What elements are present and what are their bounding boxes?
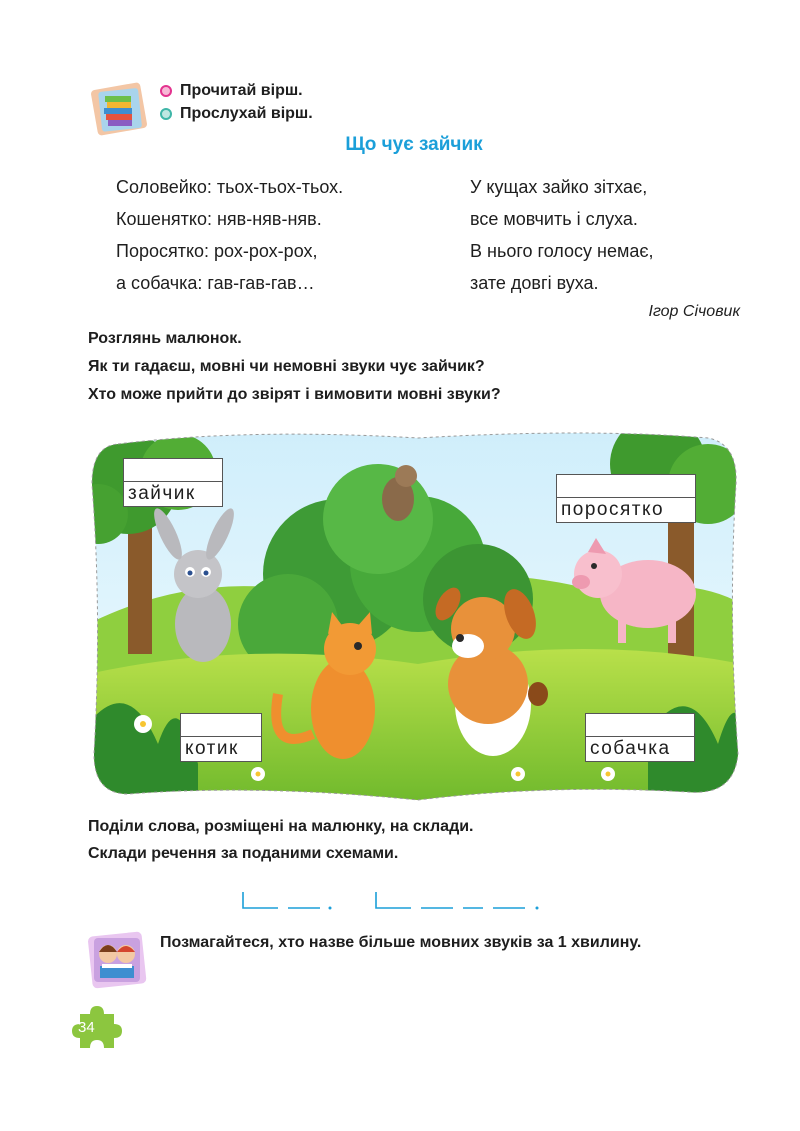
word-card-pig (556, 474, 696, 523)
word-card-rabbit (123, 458, 223, 507)
sentence-scheme-1 (240, 888, 350, 914)
poem-line: а собачка: гав-гав-гав… (116, 273, 315, 293)
poem-line: зате довгі вуха. (470, 273, 599, 293)
syllable-blank (586, 714, 694, 737)
poem-line: Соловейко: тьох-тьох-тьох. (116, 177, 344, 197)
word-card-dog (585, 713, 695, 762)
pink-bullet-icon (160, 85, 172, 97)
books-icon (88, 80, 150, 138)
word-card-cat (180, 713, 262, 762)
word-label-dog: собачка (590, 738, 671, 759)
instruction-read-text: Прочитай вірш. (180, 82, 303, 99)
word-label-rabbit: зайчик (128, 483, 196, 504)
question-who: Хто може прийти до звірят і вимовити мовні звуки? (88, 386, 501, 403)
poem-line: У кущах зайко зітхає, (470, 177, 648, 197)
word-label-pig: поросятко (561, 499, 665, 520)
poem-line: Кошенятко: няв-няв-няв. (116, 209, 322, 229)
teal-bullet-icon (160, 108, 172, 120)
word-label-cat: котик (185, 738, 239, 759)
instruction-listen (160, 105, 313, 123)
instruction-listen-text: Прослухай вірш. (180, 105, 313, 122)
poem-line: все мовчить і слуха. (470, 209, 638, 229)
instruction-read (160, 82, 303, 100)
reading-kids-icon (86, 928, 148, 990)
syllable-blank (557, 475, 695, 498)
question-sounds: Як ти гадаєш, мовні чи немовні звуки чує зайчик? (88, 358, 485, 375)
animals-illustration (88, 424, 742, 804)
poem-left-stanza (116, 171, 343, 299)
sentence-scheme-2 (373, 888, 553, 914)
task-sentences: Склади речення за поданими схемами. (88, 845, 399, 862)
syllable-blank (124, 459, 222, 482)
poem-line: В нього голосу немає, (470, 241, 654, 261)
game-task: Позмагайтеся, хто назве більше мовних звуків за 1 хвилину. (160, 934, 642, 951)
poem-title: Що чує зайчик (345, 134, 483, 155)
poem-right-stanza (470, 171, 654, 299)
page-number: 34 (78, 1019, 95, 1036)
poem-line: Поросятко: рох-рох-рох, (116, 241, 318, 261)
poem-author: Ігор Січовик (648, 303, 740, 320)
syllable-blank (181, 714, 261, 737)
task-syllables: Поділи слова, розміщені на малюнку, на склади. (88, 818, 474, 835)
question-look: Розглянь малюнок. (88, 330, 242, 347)
